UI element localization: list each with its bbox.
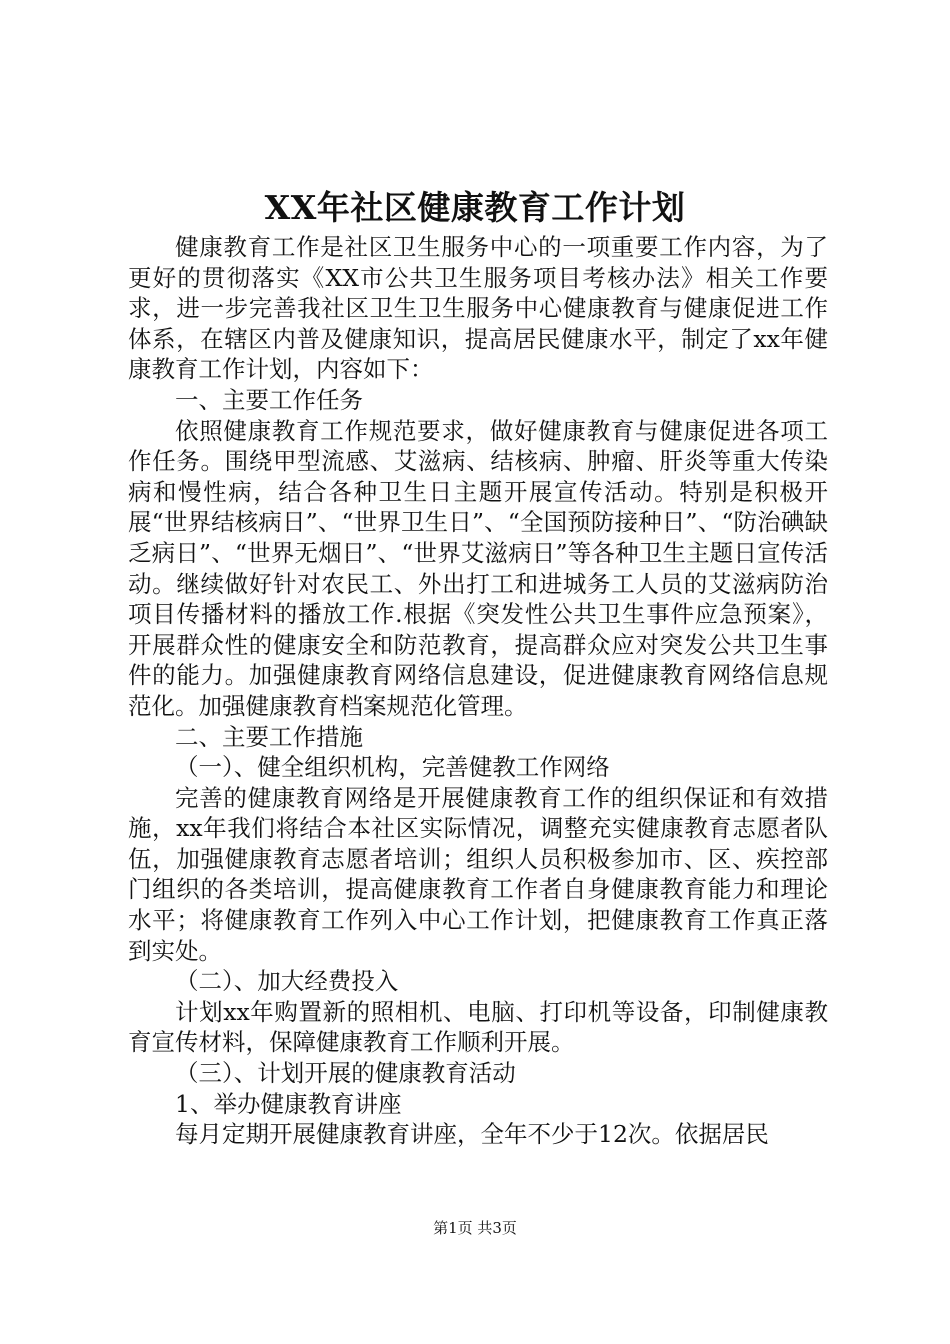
paragraph-funding: 计划xx年购置新的照相机、电脑、打印机等设备，印制健康教育宣传材料，保障健康教育工作顺利开展。 — [128, 997, 828, 1057]
subheading-activities: （三）、计划开展的健康教育活动 — [175, 1059, 516, 1088]
item-lectures: 1、举办健康教育讲座 — [175, 1089, 402, 1118]
paragraph-intro: 健康教育工作是社区卫生服务中心的一项重要工作内容，为了更好的贯彻落实《XX市公共卫生服务项目考核办法》相关工作要求，进一步完善我社区卫生卫生服务中心健康教育与健康促进工作体系，在辖区内普及健康知识，提高居民健康水平，制定了xx年健康教育工作计划，内容如下： — [128, 233, 828, 384]
heading-main-tasks: 一、主要工作任务 — [175, 385, 363, 414]
subheading-organization: （一）、健全组织机构，完善健教工作网络 — [175, 753, 610, 782]
paragraph-organization: 完善的健康教育网络是开展健康教育工作的组织保证和有效措施，xx年我们将结合本社区实际情况，调整充实健康教育志愿者队伍，加强健康教育志愿者培训；组织人员积极参加市、区、疾控部门组织的各类培训，提高健康教育工作者自身健康教育能力和理论水平；将健康教育工作列入中心工作计划，把健康教育工作真正落到实处。 — [128, 783, 828, 965]
paragraph-lectures: 每月定期开展健康教育讲座，全年不少于12次。依据居民 — [175, 1120, 769, 1149]
document-body — [128, 232, 828, 1150]
page-footer: 第1页 共3页 — [433, 1219, 517, 1237]
document-title: XX年社区健康教育工作计划 — [264, 188, 686, 227]
subheading-funding: （二）、加大经费投入 — [175, 967, 399, 996]
paragraph-tasks: 依照健康教育工作规范要求，做好健康教育与健康促进各项工作任务。围绕甲型流感、艾滋病、结核病、肿瘤、肝炎等重大传染病和慢性病，结合各种卫生日主题开展宣传活动。特别是积极开展“世界结核病日”、“世界卫生日”、“全国预防接种日”、“防治碘缺乏病日”、“世界无烟日”、“世界艾滋病日”等各种卫生主题日宣传活动。继续做好针对农民工、外出打工和进城务工人员的艾滋病防治项目传播材料的播放工作.根据《突发性公共卫生事件应急预案》，开展群众性的健康安全和防范教育，提高群众应对突发公共卫生事件的能力。加强健康教育网络信息建设，促进健康教育网络信息规范化。加强健康教育档案规范化管理。 — [128, 416, 828, 720]
heading-main-measures: 二、主要工作措施 — [175, 722, 363, 751]
